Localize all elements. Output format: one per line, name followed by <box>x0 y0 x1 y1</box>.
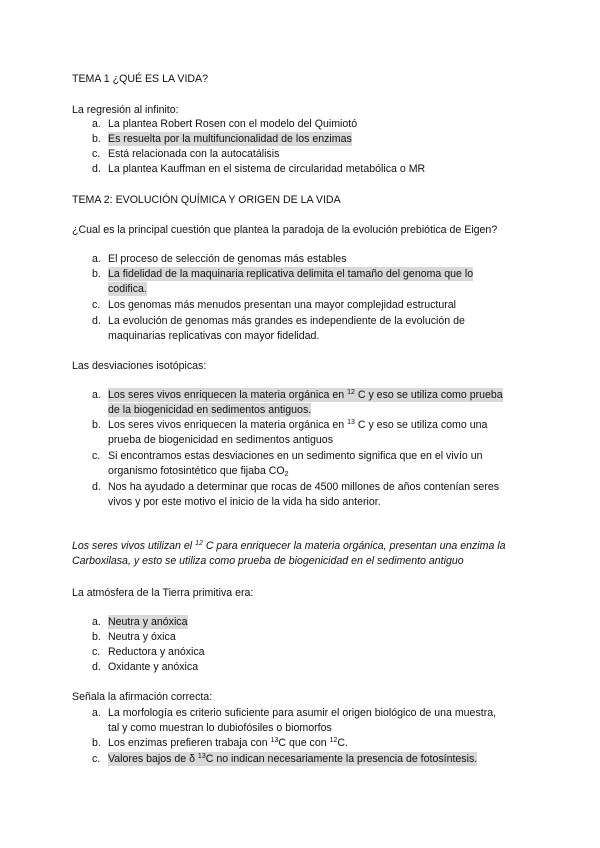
isotope-superscript: 13 <box>270 737 279 744</box>
question-atmosfera: La atmósfera de la Tierra primitiva era: <box>72 587 254 599</box>
document-page: TEMA 1 ¿QUÉ ES LA VIDA? La regresión al infinito: a. La plantea Robert Rosen con el modelo del Quimiotó b. Es resuelta por la multifuncionalidad de los enzimas c. Está relacionada con la autocatálisis d. La plantea Kauffman en el sistema de circularidad metabólica o MR TEMA 2: EVOLUCIÓN QUÍMICA Y ORIGEN DE LA VIDA ¿Cual es la principal cuestión que plantea la paradoja de la evolución prebiótica de Eigen? a. El proceso de selección de genomas más estables b. La fidelidad de la maquinaria replicativa delimita el tamaño del genoma que lo codifica. c. Los genomas más menudos presentan una mayor complejidad estructural d. La evolución de genomas más grandes es independiente de la evolución de maquinarias replicativas con mayor fidelidad. Las desviaciones isotópicas: a. Los seres vivos enriquecen la materia orgánica en $^{12}$ C y eso se utiliza como prueba de la biogenicidad en sedimentos antiguos. b. Los seres vivos enriquecen la materia orgánica en $^{13}$ C y eso se utiliza como una prueba de biogenicidad en sedimentos antiguos c. Si encontramos estas desviaciones en un sedimento significa que en el vivío un organismo fotosintético que fijaba $CO_2$ d. Nos ha ayudado a determinar que rocas de 4500 millones de años contenían seres vivos y por este motivo el inicio de la vida ha sido anterior. Los seres vivos utilizan el $^{12}$ C para enriquecer la materia orgánica, presentan una enzima la Carboxilasa, y esto se utiliza como prueba de biogenicidad en el sedimento antiguo La atmósfera de la Tierra primitiva era: a. Neutra y anóxica b. Neutra y óxica c. Reductora y anóxica d. Oxidante y anóxica Señala la afirmación correcta: a. La morfología es criterio suficiente para asumir el origen biológico de una muestra, tal y como muestran lo dubiofósiles o biomorfos b. Los enzimas prefieren trabaja con $^{13}$C que con $^{12}$C. c. Valores bajos de δ $^{13}$C no indican necesariamente la presencia de fotosíntesis. <box>72 73 506 765</box>
question-afirmacion: Señala la afirmación correcta: <box>72 691 213 703</box>
tema1-title: TEMA 1 ¿QUÉ ES LA VIDA? <box>72 73 209 85</box>
subscript-2: 2 <box>284 471 289 478</box>
isotope-superscript: 12 <box>329 737 338 744</box>
isotope-superscript: 13 <box>347 419 355 426</box>
explanatory-note-line2: Carboxilasa, y esto se utiliza como prueba de biogenicidad en el sedimento antiguo <box>72 555 464 567</box>
explanatory-note: Los seres vivos utilizan el $^{12}$ C para enriquecer la materia orgánica, presentan una enzima la <box>72 540 506 552</box>
question-eigen: ¿Cual es la principal cuestión que plantea la paradoja de la evolución prebiótica de Eigen? <box>72 224 498 236</box>
question-regresion: La regresión al infinito: <box>72 104 179 116</box>
isotope-superscript: 13 <box>197 753 206 760</box>
question-isotopicas: Las desviaciones isotópicas: <box>72 360 207 372</box>
isotope-superscript: 12 <box>347 389 355 396</box>
isotope-superscript: 12 <box>195 540 203 547</box>
tema2-title: TEMA 2: EVOLUCIÓN QUÍMICA Y ORIGEN DE LA VIDA <box>72 194 341 206</box>
